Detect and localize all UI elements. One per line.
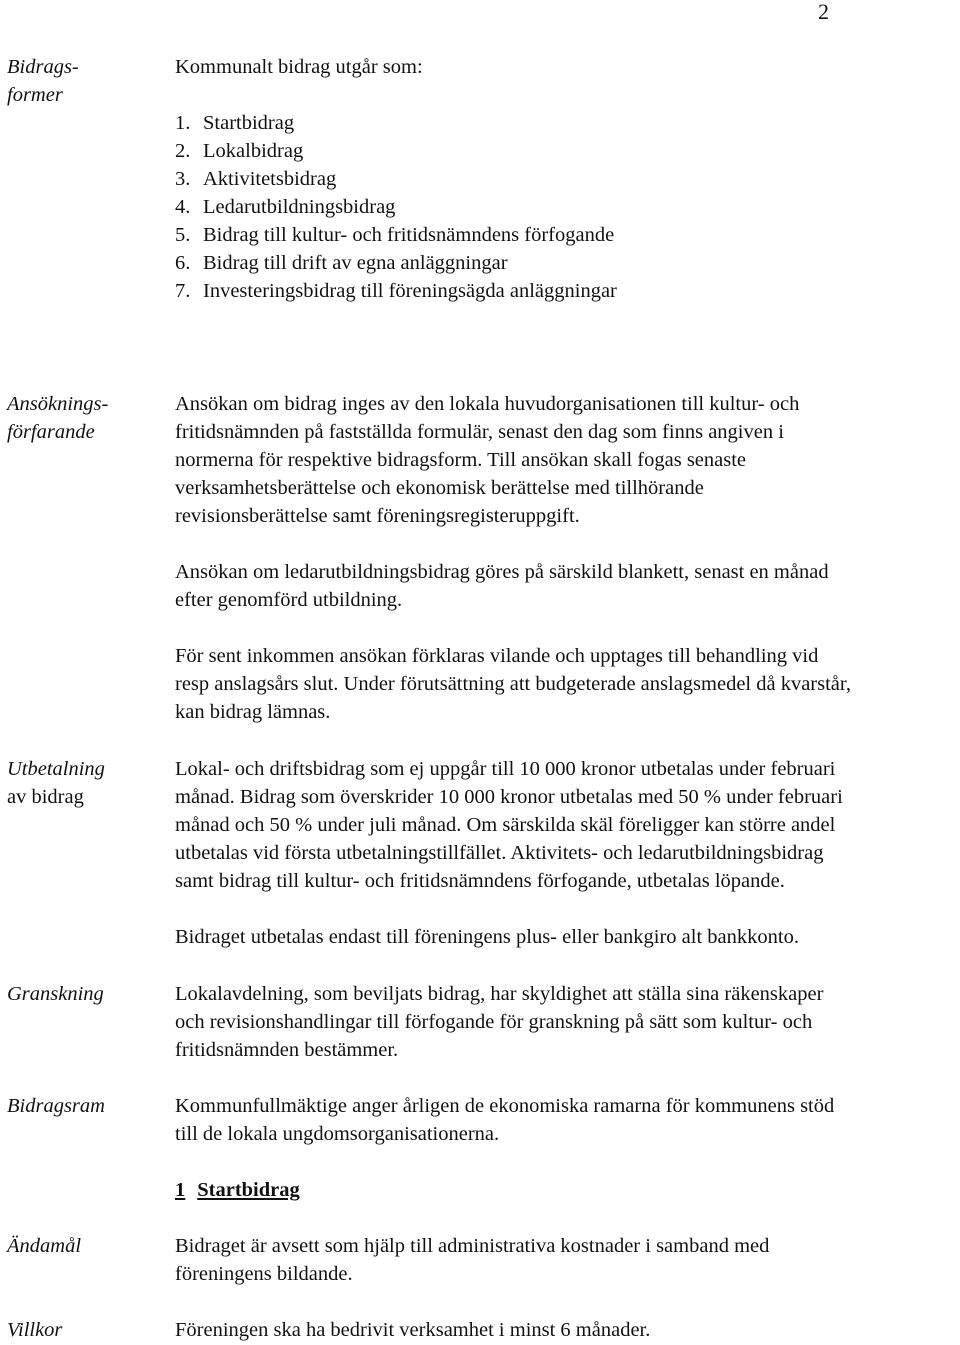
paragraph-line: revisionsberättelse samt föreningsregisteruppgift. — [175, 505, 580, 527]
paragraph-line: fritidsnämnden bestämmer. — [175, 1039, 399, 1061]
paragraph-line: månad. Bidrag som överskrider 10 000 kronor utbetalas med 50 % under februari — [175, 786, 843, 808]
list-number: 4. — [175, 196, 191, 218]
list-text: Investeringsbidrag till föreningsägda anläggningar — [203, 280, 617, 302]
section-content — [175, 1232, 960, 1288]
list-number: 5. — [175, 224, 191, 246]
paragraph-line: För sent inkommen ansökan förklaras vilande och upptages till behandling vid — [175, 645, 819, 667]
list-number: 6. — [175, 252, 191, 274]
section-content — [175, 755, 960, 951]
paragraph-line: Föreningen ska ha bedrivit verksamhet i minst 6 månader. — [175, 1319, 651, 1341]
spacer — [175, 895, 960, 923]
list-item — [175, 249, 960, 277]
section-label — [7, 390, 167, 446]
list-number: 1. — [175, 112, 191, 134]
paragraph-line: kan bidrag lämnas. — [175, 701, 331, 723]
list-text: Ledarutbildningsbidrag — [203, 196, 396, 218]
paragraph-line: Lokalavdelning, som beviljats bidrag, har skyldighet att ställa sina räkenskaper — [175, 983, 824, 1005]
section-label: Bidragsram — [7, 1095, 105, 1117]
section-label: Granskning — [7, 983, 104, 1005]
list-item — [175, 193, 960, 221]
paragraph-line: Ansökan om bidrag inges av den lokala huvudorganisationen till kultur- och — [175, 393, 800, 415]
paragraph-line: Kommunfullmäktige anger årligen de ekonomiska ramarna för kommunens stöd — [175, 1095, 835, 1117]
label-line: Bidrags- — [7, 56, 79, 78]
intro-text: Kommunalt bidrag utgår som: — [175, 56, 423, 78]
label-line: former — [7, 84, 63, 106]
list-text: Bidrag till drift av egna anläggningar — [203, 252, 508, 274]
spacer — [175, 81, 960, 109]
paragraph-line: Bidraget är avsett som hjälp till administrativa kostnader i samband med — [175, 1235, 770, 1257]
label-line: Ansöknings- — [7, 393, 109, 415]
section-content — [175, 1092, 960, 1148]
list-item — [175, 277, 960, 305]
bidrag-list — [175, 109, 960, 305]
list-number: 7. — [175, 280, 191, 302]
paragraph-line: utbetalas vid första utbetalningstillfället. Aktivitets- och ledarutbildningsbidrag — [175, 842, 824, 864]
paragraph-line: samt bidrag till kultur- och fritidsnämndens förfogande, utbetalas löpande. — [175, 870, 785, 892]
section-label: Villkor — [7, 1319, 63, 1341]
paragraph-line: efter genomförd utbildning. — [175, 589, 403, 611]
list-item — [175, 165, 960, 193]
paragraph-line: verksamhetsberättelse och ekonomisk berättelse med tillhörande — [175, 477, 704, 499]
paragraph-line: Lokal- och driftsbidrag som ej uppgår till 10 000 kronor utbetalas under februari — [175, 758, 836, 780]
label-line: förfarande — [7, 421, 95, 443]
paragraph-line: föreningens bildande. — [175, 1263, 353, 1285]
section-label — [7, 755, 167, 811]
section-content — [175, 390, 960, 726]
list-item — [175, 109, 960, 137]
list-text: Startbidrag — [203, 112, 295, 134]
paragraph-line: Ansökan om ledarutbildningsbidrag göres på särskild blankett, senast en månad — [175, 561, 829, 583]
label-line: Utbetalning — [7, 758, 105, 780]
paragraph-line: månad och 50 % under juli månad. Om särskilda skäl föreligger kan större andel — [175, 814, 836, 836]
list-item — [175, 137, 960, 165]
paragraph-line: normerna för respektive bidragsform. Till ansökan skall fogas senaste — [175, 449, 747, 471]
section-label: Ändamål — [7, 1235, 82, 1257]
list-item — [175, 221, 960, 249]
list-text: Bidrag till kultur- och fritidsnämndens förfogande — [203, 224, 615, 246]
list-number: 3. — [175, 168, 191, 190]
paragraph-line: fritidsnämnden på fastställda formulär, senast den dag som finns angiven i — [175, 421, 784, 443]
heading-text: Startbidrag — [197, 1179, 300, 1201]
list-text: Aktivitetsbidrag — [203, 168, 337, 190]
section-content — [175, 980, 960, 1064]
list-number: 2. — [175, 140, 191, 162]
heading-number: 1 — [175, 1179, 186, 1201]
section-content — [175, 53, 960, 305]
paragraph-line: Bidraget utbetalas endast till föreningens plus- eller bankgiro alt bankkonto. — [175, 926, 799, 948]
spacer — [175, 614, 960, 642]
label-line: av bidrag — [7, 786, 84, 808]
spacer — [175, 530, 960, 558]
list-text: Lokalbidrag — [203, 140, 304, 162]
section-label — [7, 53, 167, 109]
paragraph-line: resp anslagsårs slut. Under förutsättning att budgeterade anslagsmedel då kvarstår, — [175, 673, 852, 695]
paragraph-line: till de lokala ungdomsorganisationerna. — [175, 1123, 500, 1145]
startbidrag-heading — [175, 1176, 960, 1204]
paragraph-line: och revisionshandlingar till förfogande för granskning på sätt som kultur- och — [175, 1011, 813, 1033]
page-number: 2 — [818, 0, 829, 24]
section-content — [175, 1316, 960, 1344]
